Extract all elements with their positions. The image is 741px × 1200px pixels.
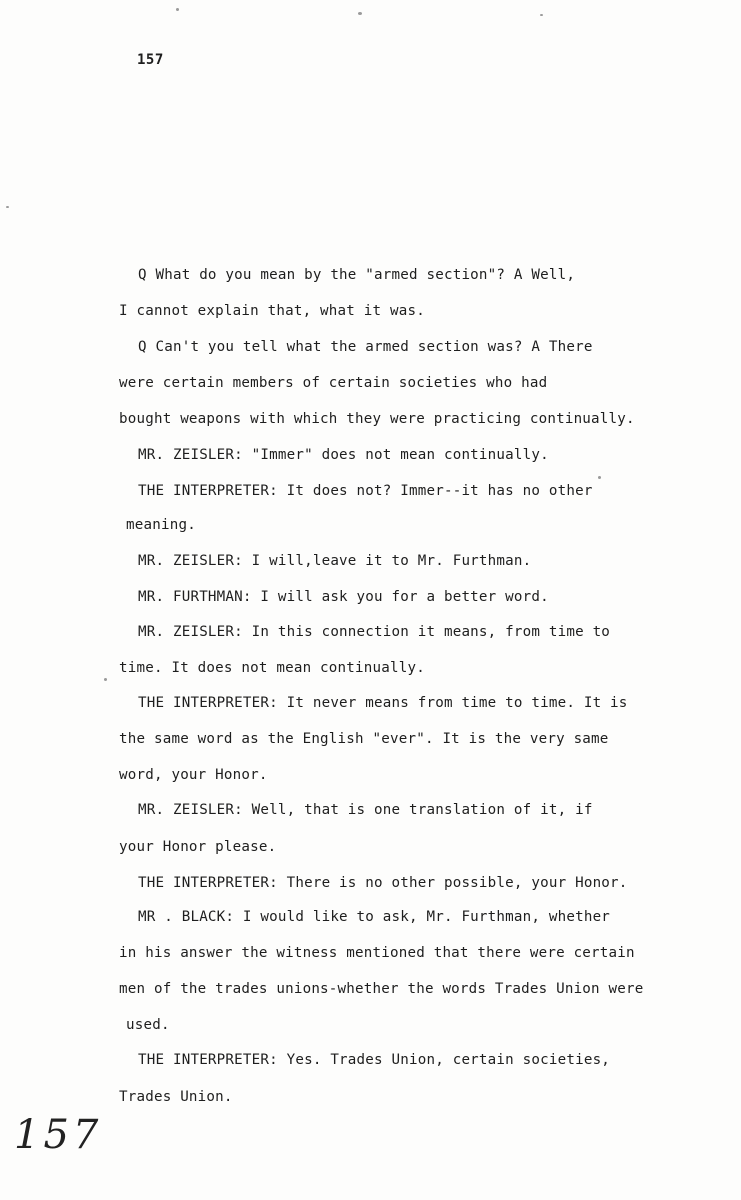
- text-line: used.: [126, 1017, 170, 1033]
- text-line: THE INTERPRETER: There is no other possible, your Honor.: [138, 875, 628, 891]
- text-line: MR. ZEISLER: Well, that is one translation of it, if: [138, 802, 593, 818]
- text-line: MR . BLACK: I would like to ask, Mr. Furthman, whether: [138, 909, 611, 925]
- text-line: THE INTERPRETER: It never means from time to time. It is: [138, 695, 628, 711]
- scan-speck: [358, 12, 362, 15]
- text-line: word, your Honor.: [119, 767, 268, 783]
- text-line: the same word as the English "ever". It is the very same: [119, 731, 609, 747]
- text-line: THE INTERPRETER: Yes. Trades Union, certain societies,: [138, 1052, 611, 1068]
- scan-speck: [598, 476, 601, 479]
- text-line: Trades Union.: [119, 1089, 233, 1105]
- text-line: your Honor please.: [119, 839, 277, 855]
- text-line: were certain members of certain societies who had: [119, 375, 548, 391]
- text-line: Q Can't you tell what the armed section was? A There: [138, 339, 593, 355]
- text-line: meaning.: [126, 517, 196, 533]
- scan-speck: [540, 14, 543, 16]
- scan-speck: [176, 8, 179, 11]
- text-line: I cannot explain that, what it was.: [119, 303, 425, 319]
- text-line: Q What do you mean by the "armed section"? A Well,: [138, 267, 576, 283]
- scan-speck: [6, 206, 9, 208]
- handwritten-page-number: 157: [14, 1112, 103, 1158]
- text-line: MR. ZEISLER: In this connection it means, from time to: [138, 624, 611, 640]
- text-line: MR. ZEISLER: "Immer" does not mean continually.: [138, 447, 549, 463]
- text-line: MR. FURTHMAN: I will ask you for a better word.: [138, 589, 549, 605]
- text-line: men of the trades unions-whether the words Trades Union were: [119, 981, 644, 997]
- scan-speck: [104, 678, 107, 681]
- text-line: in his answer the witness mentioned that there were certain: [119, 945, 635, 961]
- page-number: 157: [137, 52, 164, 68]
- text-line: bought weapons with which they were practicing continually.: [119, 411, 635, 427]
- text-line: THE INTERPRETER: It does not? Immer--it has no other: [138, 483, 593, 499]
- text-line: time. It does not mean continually.: [119, 660, 425, 676]
- text-line: MR. ZEISLER: I will,leave it to Mr. Furthman.: [138, 553, 532, 569]
